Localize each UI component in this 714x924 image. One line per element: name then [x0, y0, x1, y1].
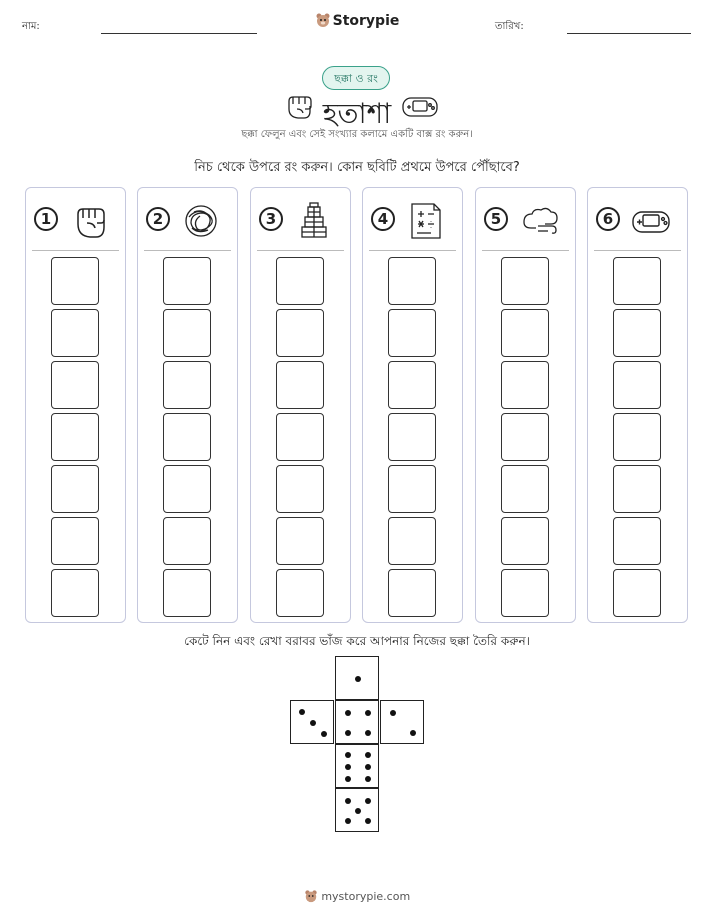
dice-pip	[299, 709, 305, 715]
color-box[interactable]	[388, 413, 436, 461]
column-divider	[594, 250, 681, 251]
wind-puff-icon	[518, 200, 560, 242]
color-box[interactable]	[501, 517, 549, 565]
color-box[interactable]	[388, 465, 436, 513]
dice-pip	[345, 764, 351, 770]
game-controller-icon	[401, 92, 439, 122]
color-box[interactable]	[51, 309, 99, 357]
column-number: 4	[371, 207, 395, 231]
color-box[interactable]	[163, 309, 211, 357]
dice-pip	[365, 752, 371, 758]
name-label: নাম:	[22, 21, 40, 32]
column-divider	[482, 250, 569, 251]
color-box[interactable]	[276, 413, 324, 461]
column-6	[587, 187, 688, 623]
color-box[interactable]	[613, 517, 661, 565]
dice-face-6	[335, 744, 379, 788]
color-box[interactable]	[613, 361, 661, 409]
column-number: 5	[484, 207, 508, 231]
dice-pip	[365, 798, 371, 804]
page-title: হতাশা	[322, 97, 392, 130]
math-worksheet-icon	[405, 200, 447, 242]
dice-pip	[345, 798, 351, 804]
color-box[interactable]	[163, 517, 211, 565]
color-box[interactable]	[388, 517, 436, 565]
column-number: 1	[34, 207, 58, 231]
column-5	[475, 187, 576, 623]
stacked-blocks-icon	[293, 200, 335, 242]
color-box[interactable]	[276, 569, 324, 617]
column-number: 2	[146, 207, 170, 231]
color-box[interactable]	[276, 361, 324, 409]
game-controller-icon	[630, 200, 672, 242]
fist-icon	[68, 200, 110, 242]
dice-pip	[365, 776, 371, 782]
column-divider	[144, 250, 231, 251]
color-box[interactable]	[388, 309, 436, 357]
column-number: 3	[259, 207, 283, 231]
activity-badge: ছক্কা ও রং	[322, 66, 390, 90]
color-box[interactable]	[51, 465, 99, 513]
instruction: নিচ থেকে উপরে রং করুন। কোন ছবিটি প্রথমে উপরে পৌঁছাবে?	[194, 160, 520, 175]
column-number: 6	[596, 207, 620, 231]
column-1	[25, 187, 126, 623]
color-box[interactable]	[51, 257, 99, 305]
color-box[interactable]	[51, 517, 99, 565]
dice-pip	[345, 710, 351, 716]
color-box[interactable]	[51, 569, 99, 617]
dice-pip	[345, 776, 351, 782]
dice-face-5	[335, 788, 379, 832]
column-3	[250, 187, 351, 623]
color-box[interactable]	[501, 413, 549, 461]
dice-pip	[355, 676, 361, 682]
dice-pip	[321, 731, 327, 737]
color-box[interactable]	[388, 361, 436, 409]
dice-pip	[365, 764, 371, 770]
dice-face-4	[335, 700, 379, 744]
dice-net	[290, 656, 424, 836]
color-box[interactable]	[501, 257, 549, 305]
color-box[interactable]	[276, 517, 324, 565]
dice-pip	[365, 730, 371, 736]
color-box[interactable]	[613, 569, 661, 617]
dice-pip	[410, 730, 416, 736]
color-box[interactable]	[501, 309, 549, 357]
column-divider	[257, 250, 344, 251]
dice-pip	[365, 710, 371, 716]
column-2	[137, 187, 238, 623]
dice-face-3	[290, 700, 334, 744]
dice-pip	[365, 818, 371, 824]
color-box[interactable]	[613, 257, 661, 305]
bear-logo-icon	[304, 889, 318, 903]
dice-pip	[345, 752, 351, 758]
dice-face-1	[335, 656, 379, 700]
color-box[interactable]	[276, 465, 324, 513]
bear-logo-icon	[315, 12, 331, 28]
color-box[interactable]	[163, 413, 211, 461]
cut-instruction: কেটে নিন এবং রেখা বরাবর ভাঁজ করে আপনার নিজের ছক্কা তৈরি করুন।	[184, 634, 530, 648]
column-4	[362, 187, 463, 623]
dice-pip	[355, 808, 361, 814]
color-box[interactable]	[51, 361, 99, 409]
date-line[interactable]	[567, 33, 691, 34]
color-box[interactable]	[613, 465, 661, 513]
column-divider	[32, 250, 119, 251]
color-box[interactable]	[276, 309, 324, 357]
name-line[interactable]	[101, 33, 257, 34]
color-box[interactable]	[501, 569, 549, 617]
storypie-logo	[0, 12, 714, 29]
subtitle: ছক্কা ফেলুন এবং সেই সংখ্যার কলামে একটি বাক্স রং করুন।	[241, 129, 473, 140]
dice-face-2	[380, 700, 424, 744]
column-divider	[369, 250, 456, 251]
color-box[interactable]	[163, 465, 211, 513]
color-box[interactable]	[163, 361, 211, 409]
dice-pip	[345, 818, 351, 824]
tangled-scribble-icon	[180, 200, 222, 242]
date-label: তারিখ:	[495, 21, 524, 32]
color-box[interactable]	[51, 413, 99, 461]
color-box[interactable]	[163, 257, 211, 305]
color-box[interactable]	[388, 257, 436, 305]
footer	[0, 889, 714, 903]
color-box[interactable]	[501, 361, 549, 409]
dice-pip	[345, 730, 351, 736]
dice-pip	[310, 720, 316, 726]
logo-text: Storypie	[332, 13, 400, 29]
footer-url: mystorypie.com	[321, 890, 411, 903]
color-box[interactable]	[613, 309, 661, 357]
color-box[interactable]	[501, 465, 549, 513]
color-box[interactable]	[163, 569, 211, 617]
dice-pip	[390, 710, 396, 716]
color-box[interactable]	[388, 569, 436, 617]
color-box[interactable]	[276, 257, 324, 305]
color-box[interactable]	[613, 413, 661, 461]
